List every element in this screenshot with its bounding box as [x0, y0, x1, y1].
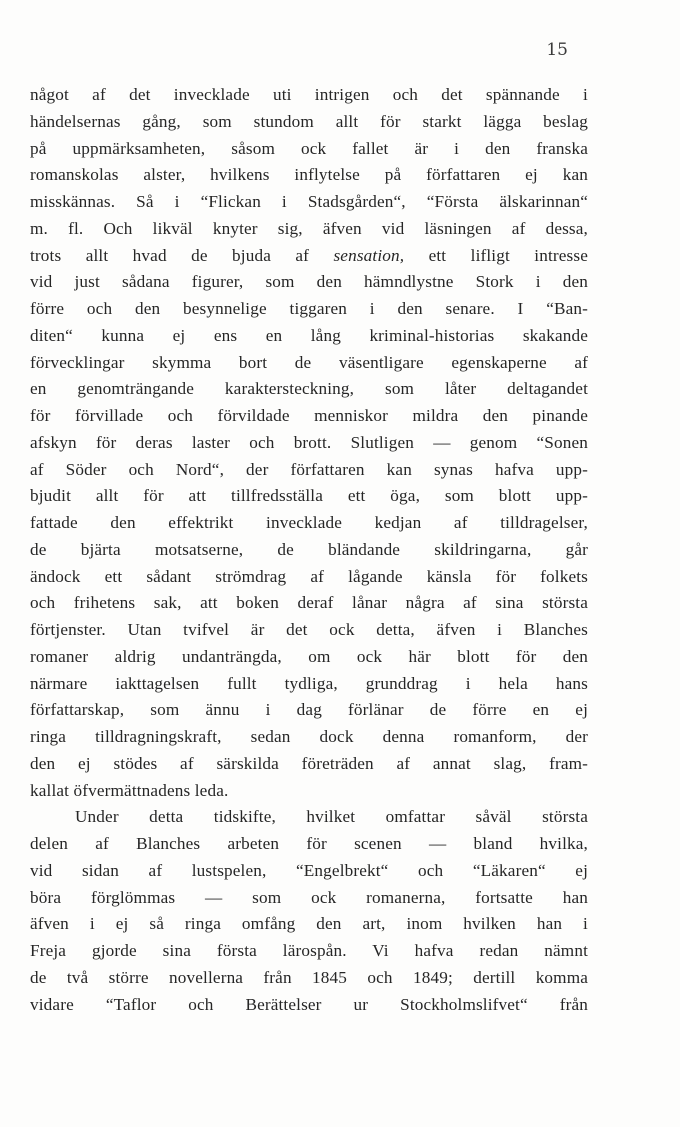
- text-line-18: de bjärta motsatserne, de bländande skildringarna, går: [30, 539, 588, 559]
- text-line-26: den ej stödes af särskilda företräden af annat slag, fram-: [30, 753, 588, 773]
- text-line-25: ringa tilldragningskraft, sedan dock denna romanform, der: [30, 727, 588, 746]
- text-line-3: på uppmärksamheten, såsom ock fallet är i den franska: [30, 138, 588, 158]
- text-line-28: Under detta tidskifte, hvilket omfattar såväl största: [75, 807, 588, 827]
- text-line-22: romaner aldrig undanträngda, om ock här blott för den: [30, 646, 588, 666]
- text-line-15: af Söder och Nord“, der författaren kan synas hafva upp-: [30, 459, 588, 479]
- text-line-7-head: trots allt hvad de bjuda af: [30, 245, 334, 265]
- text-line-1: något af det invecklade uti intrigen och det spännande i: [30, 85, 588, 104]
- text-line-20: och frihetens sak, att boken deraf lånar några af sina största: [30, 593, 588, 613]
- text-line-8: vid just sådana figurer, som den hämndlystne Stork i den: [30, 272, 588, 292]
- text-line-4: romanskolas alster, hvilkens inflytelse på författaren ej kan: [30, 165, 588, 185]
- text-line-11: förvecklingar skymma bort de väsentligare egenskaperne af: [30, 352, 588, 372]
- text-line-13: för förvillade och förvildade menniskor mildra den pinande: [30, 406, 588, 425]
- text-line-5: misskännas. Så i “Flickan i Stadsgården“, “Första älskarinnan“: [30, 192, 588, 211]
- text-line-10: diten“ kunna ej ens en lång kriminal-historias skakande: [30, 325, 588, 345]
- emphasized-word: sensation,: [333, 245, 405, 265]
- text-line-33: Freja gjorde sina första lärospån. Vi hafva redan nämnt: [30, 941, 588, 960]
- text-line-16: bjudit allt för att tillfredsställa ett öga, som blott upp-: [30, 486, 588, 506]
- text-line-7-tail: ett lifligt intresse: [404, 245, 588, 265]
- text-line-19: ändock ett sådant strömdrag af lågande känsla för folkets: [30, 566, 588, 586]
- text-line-30: vid sidan af lustspelen, “Engelbrekt“ och “Läkaren“ ej: [30, 860, 588, 880]
- text-line-7: [30, 243, 588, 270]
- text-line-9: förre och den besynnelige tiggaren i den senare. I “Ban-: [30, 299, 588, 318]
- text-line-31: böra förglömmas — som ock romanerna, fortsatte han: [30, 887, 588, 907]
- text-line-6: m. fl. Och likväl knyter sig, äfven vid läsningen af dessa,: [30, 218, 588, 238]
- text-line-23: närmare iakttagelsen fullt tydliga, grunddrag i hela hans: [30, 673, 588, 693]
- text-line-32: äfven i ej så ringa omfång den art, inom hvilken han i: [30, 914, 588, 934]
- text-line-29: delen af Blanches arbeten för scenen — bland hvilka,: [30, 834, 588, 853]
- page-number: 15: [546, 40, 568, 60]
- text-line-35: vidare “Taflor och Berättelser ur Stockholmslifvet“ från: [30, 994, 588, 1014]
- body-text: [30, 82, 588, 1018]
- text-line-2: händelsernas gång, som stundom allt för starkt lägga beslag: [30, 111, 588, 131]
- text-line-17: fattade den effektrikt invecklade kedjan af tilldragelser,: [30, 513, 588, 532]
- text-line-14: afskyn för deras laster och brott. Slutligen — genom “Sonen: [30, 432, 588, 452]
- text-line-12: en genomträngande karaktersteckning, som låter deltagandet: [30, 379, 588, 399]
- text-line-24: författarskap, som ännu i dag förlänar de förre en ej: [30, 700, 588, 720]
- text-line-21: förtjenster. Utan tvifvel är det ock detta, äfven i Blanches: [30, 620, 588, 639]
- text-line-34: de två större novellerna från 1845 och 1849; dertill komma: [30, 967, 588, 987]
- text-line-27: kallat öfvermättnadens leda.: [30, 780, 229, 800]
